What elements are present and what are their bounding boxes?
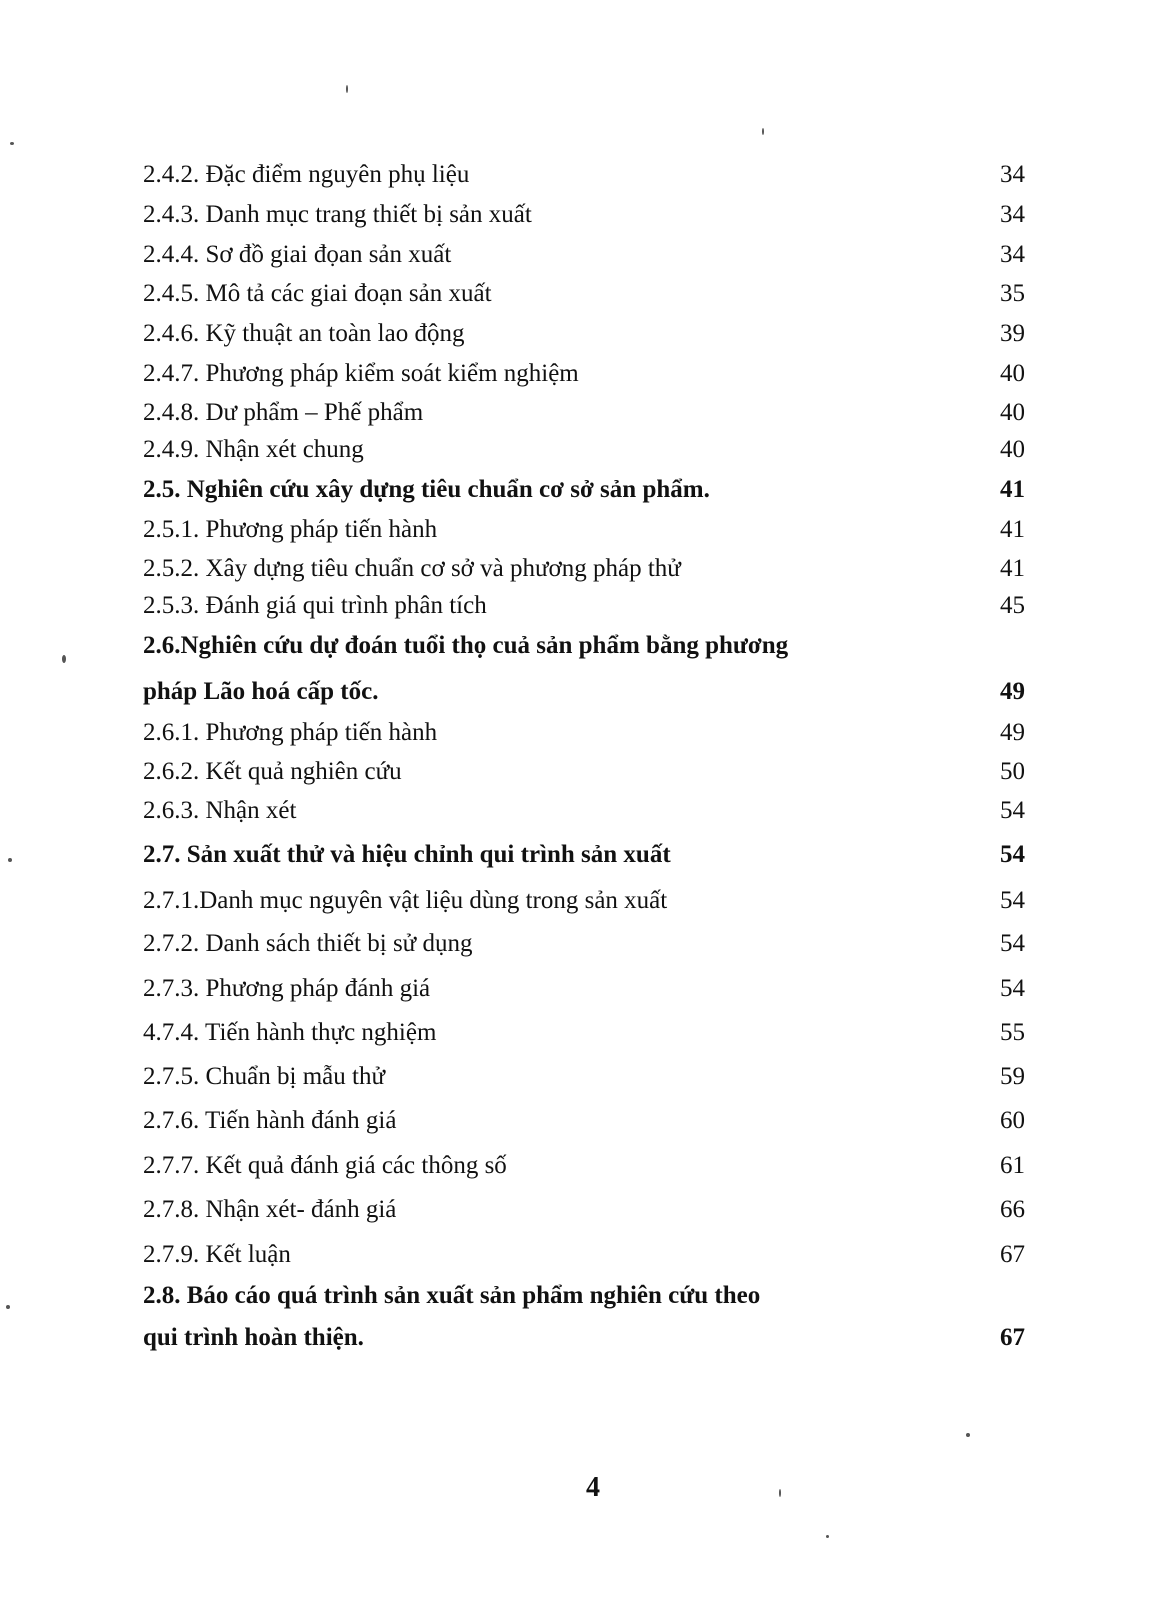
toc-entry xyxy=(0,1320,1150,1356)
toc-entry-page: 39 xyxy=(1000,320,1025,347)
toc-entry-title: 2.4.8. Dư phẩm – Phế phẩm xyxy=(143,399,424,426)
toc-entry-title: 2.4.9. Nhận xét chung xyxy=(143,436,364,463)
toc-entry-page: 59 xyxy=(1000,1063,1025,1090)
toc-entry-title: 2.5.3. Đánh giá qui trình phân tích xyxy=(143,592,487,619)
toc-entry xyxy=(0,356,1150,392)
scan-speck xyxy=(346,85,348,93)
toc-entry xyxy=(0,1015,1150,1051)
scan-speck xyxy=(826,1535,829,1538)
toc-entry xyxy=(0,432,1150,468)
toc-entry xyxy=(0,1059,1150,1095)
toc-entry xyxy=(0,1278,1150,1314)
toc-entry-title: 4.7.4. Tiến hành thực nghiệm xyxy=(143,1019,437,1046)
toc-entry-page: 40 xyxy=(1000,360,1025,387)
scan-speck xyxy=(966,1433,970,1437)
toc-entry-title: 2.4.4. Sơ đồ giai đọan sản xuất xyxy=(143,241,452,268)
toc-entry xyxy=(0,512,1150,548)
toc-entry xyxy=(0,1237,1150,1273)
toc-entry xyxy=(0,793,1150,829)
toc-entry xyxy=(0,674,1150,710)
toc-entry-page: 61 xyxy=(1000,1152,1025,1179)
toc-entry xyxy=(0,754,1150,790)
toc-entry-title: 2.7. Sản xuất thử và hiệu chỉnh qui trình sản xuất xyxy=(143,841,671,868)
toc-entry-title: 2.7.1.Danh mục nguyên vật liệu dùng trong sản xuất xyxy=(143,887,668,914)
toc-entry-title: 2.7.8. Nhận xét- đánh giá xyxy=(143,1196,397,1223)
toc-entry xyxy=(0,1192,1150,1228)
toc-entry-title: 2.7.9. Kết luận xyxy=(143,1241,291,1268)
toc-entry-page: 54 xyxy=(1000,887,1025,914)
toc-entry xyxy=(0,157,1150,193)
scan-speck xyxy=(779,1489,781,1497)
toc-entry-page: 67 xyxy=(1000,1324,1025,1351)
toc-entry-title: 2.7.3. Phương pháp đánh giá xyxy=(143,975,431,1002)
toc-entry-title: 2.4.3. Danh mục trang thiết bị sản xuất xyxy=(143,201,532,228)
toc-entry-page: 66 xyxy=(1000,1196,1025,1223)
toc-entry-page: 54 xyxy=(1000,797,1025,824)
toc-entry xyxy=(0,883,1150,919)
scan-speck xyxy=(762,128,764,135)
toc-entry xyxy=(0,237,1150,273)
scan-speck xyxy=(10,142,14,145)
toc-entry-title: 2.6.Nghiên cứu dự đoán tuổi thọ cuả sản phẩm bằng phương xyxy=(143,632,789,659)
toc-entry-title: qui trình hoàn thiện. xyxy=(143,1324,364,1351)
toc-entry xyxy=(0,551,1150,587)
toc-entry xyxy=(0,472,1150,508)
toc-entry-title: 2.4.7. Phương pháp kiểm soát kiểm nghiệm xyxy=(143,360,579,387)
toc-entry-page: 54 xyxy=(1000,975,1025,1002)
toc-entry-title: 2.7.2. Danh sách thiết bị sử dụng xyxy=(143,930,473,957)
toc-entry-page: 40 xyxy=(1000,436,1025,463)
toc-entry-page: 41 xyxy=(1000,476,1025,503)
toc-entry-page: 54 xyxy=(1000,841,1025,868)
toc-entry xyxy=(0,1148,1150,1184)
toc-entry-page: 34 xyxy=(1000,201,1025,228)
toc-entry xyxy=(0,588,1150,624)
toc-entry-title: 2.6.3. Nhận xét xyxy=(143,797,297,824)
toc-entry-title: 2.5.2. Xây dựng tiêu chuẩn cơ sở và phương pháp thử xyxy=(143,555,681,582)
toc-entry-page: 54 xyxy=(1000,930,1025,957)
toc-entry-title: 2.4.5. Mô tả các giai đoạn sản xuất xyxy=(143,280,492,307)
toc-entry-page: 41 xyxy=(1000,555,1025,582)
toc-entry-title: pháp Lão hoá cấp tốc. xyxy=(143,678,379,705)
toc-entry xyxy=(0,971,1150,1007)
toc-entry-page: 55 xyxy=(1000,1019,1025,1046)
toc-entry xyxy=(0,1103,1150,1139)
toc-entry-page: 34 xyxy=(1000,161,1025,188)
toc-entry-title: 2.5.1. Phương pháp tiến hành xyxy=(143,516,438,543)
toc-entry-title: 2.6.2. Kết quả nghiên cứu xyxy=(143,758,402,785)
toc-entry-title: 2.8. Báo cáo quá trình sản xuất sản phẩm nghiên cứu theo xyxy=(143,1282,761,1309)
toc-entry xyxy=(0,715,1150,751)
toc-entry-page: 34 xyxy=(1000,241,1025,268)
toc-entry-title: 2.7.7. Kết quả đánh giá các thông số xyxy=(143,1152,507,1179)
toc-entry xyxy=(0,926,1150,962)
toc-entry xyxy=(0,197,1150,233)
toc-entry-title: 2.4.2. Đặc điểm nguyên phụ liệu xyxy=(143,161,470,188)
scan-speck xyxy=(62,655,66,663)
toc-entry-page: 45 xyxy=(1000,592,1025,619)
toc-entry xyxy=(0,316,1150,352)
toc-entry-page: 40 xyxy=(1000,399,1025,426)
toc-entry xyxy=(0,276,1150,312)
toc-entry-title: 2.6.1. Phương pháp tiến hành xyxy=(143,719,438,746)
toc-entry-title: 2.5. Nghiên cứu xây dựng tiêu chuẩn cơ sở sản phẩm. xyxy=(143,476,710,503)
toc-entry-page: 41 xyxy=(1000,516,1025,543)
toc-entry-page: 35 xyxy=(1000,280,1025,307)
toc-entry-page: 60 xyxy=(1000,1107,1025,1134)
toc-entry xyxy=(0,837,1150,873)
toc-entry-title: 2.7.5. Chuẩn bị mẫu thử xyxy=(143,1063,386,1090)
toc-entry xyxy=(0,395,1150,431)
scan-speck xyxy=(6,1305,10,1309)
toc-entry-title: 2.4.6. Kỹ thuật an toàn lao động xyxy=(143,320,465,347)
toc-entry xyxy=(0,628,1150,664)
toc-entry-page: 49 xyxy=(1000,719,1025,746)
toc-entry-title: 2.7.6. Tiến hành đánh giá xyxy=(143,1107,397,1134)
scan-speck xyxy=(8,858,12,862)
page-number: 4 xyxy=(586,1472,600,1503)
toc-entry-page: 67 xyxy=(1000,1241,1025,1268)
toc-entry-page: 49 xyxy=(1000,678,1025,705)
toc-entry-page: 50 xyxy=(1000,758,1025,785)
